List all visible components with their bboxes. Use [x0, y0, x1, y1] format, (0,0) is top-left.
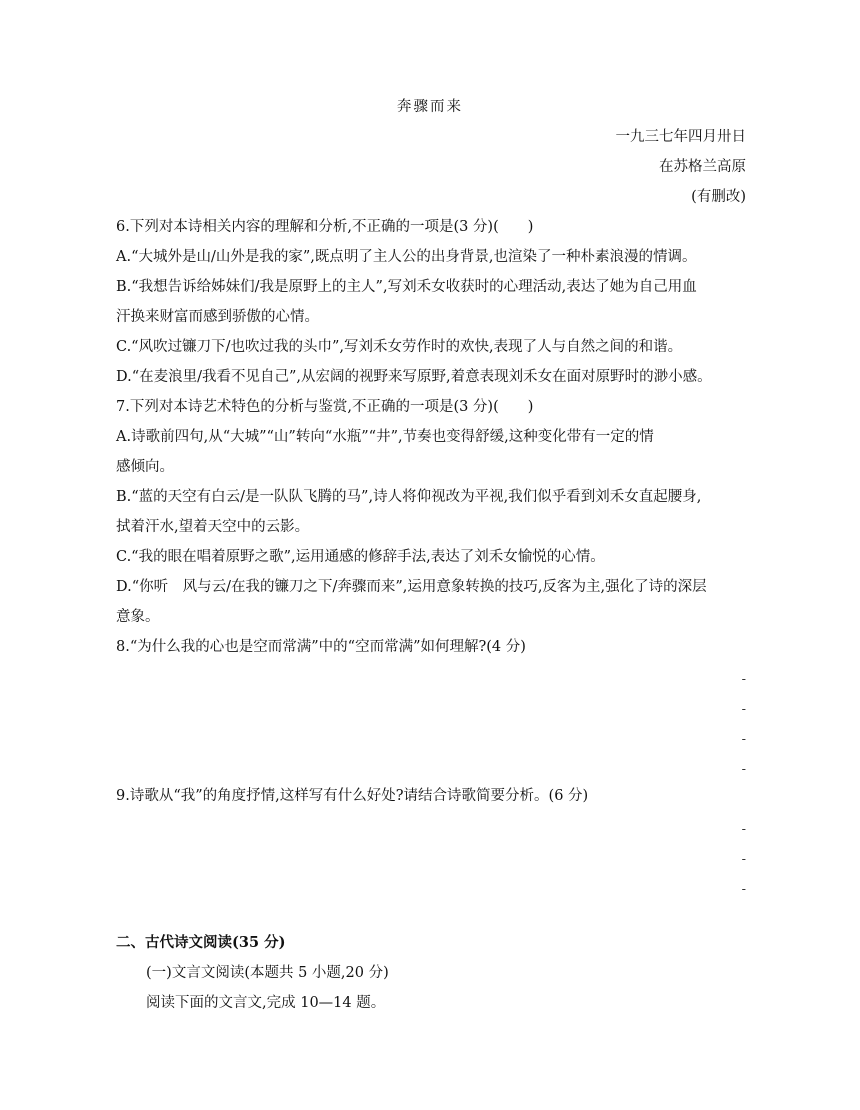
q8-answer-line: - [741, 732, 746, 747]
q8-answer-line: - [741, 702, 746, 717]
q6-option-b-line1: B.“我想告诉给姊妹们/我是原野上的主人”,写刘禾女收获时的心理活动,表达了她为自己用血 [116, 279, 697, 295]
q9-answer-line: - [741, 852, 746, 867]
q6-option-c: C.“风吹过镰刀下/也吹过我的头巾”,写刘禾女劳作时的欢快,表现了人与自然之间的和谐。 [116, 339, 683, 355]
q9-stem: 9.诗歌从“我”的角度抒情,这样写有什么好处?请结合诗歌简要分析。(6 分) [116, 788, 589, 804]
q8-stem: 8.“为什么我的心也是空而常满”中的“空而常满”如何理解?(4 分) [116, 639, 526, 655]
q7-stem: 7.下列对本诗艺术特色的分析与鉴赏,不正确的一项是(3 分)( ) [116, 399, 534, 415]
q7-option-b-line2: 拭着汗水,望着天空中的云影。 [116, 519, 310, 535]
q9-answer-line: - [741, 822, 746, 837]
q7-option-a-line1: A.诗歌前四句,从“大城”“山”转向“水瓶”“井”,节奏也变得舒缓,这种变化带有一定的情 [116, 429, 654, 445]
subsection-heading: (一)文言文阅读(本题共 5 小题,20 分) [146, 965, 389, 981]
q8-answer-line: - [741, 762, 746, 777]
poem-place: 在苏格兰高原 [659, 159, 746, 175]
q6-option-d: D.“在麦浪里/我看不见自己”,从宏阔的视野来写原野,着意表现刘禾女在面对原野时的渺小感。 [116, 369, 712, 385]
q7-option-b-line1: B.“蓝的天空有白云/是一队队飞腾的马”,诗人将仰视改为平视,我们似乎看到刘禾女直起腰身, [116, 489, 702, 505]
q7-option-d-line1: D.“你听 风与云/在我的镰刀之下/奔骤而来”,运用意象转换的技巧,反客为主,强化了诗的深层 [116, 579, 707, 595]
q7-option-d-line2: 意象。 [116, 609, 160, 625]
section-heading: 二、古代诗文阅读(35 分) [116, 934, 286, 951]
poem-date: 一九三七年四月卅日 [615, 129, 746, 145]
q6-stem: 6.下列对本诗相关内容的理解和分析,不正确的一项是(3 分)( ) [116, 219, 534, 235]
q9-answer-line: - [741, 882, 746, 897]
poem-note: (有删改) [691, 189, 746, 205]
q6-option-b-line2: 汗换来财富而感到骄傲的心情。 [116, 309, 319, 325]
q7-option-c: C.“我的眼在唱着原野之歌”,运用通感的修辞手法,表达了刘禾女愉悦的心情。 [116, 549, 605, 565]
q7-option-a-line2: 感倾向。 [116, 459, 174, 475]
section-instruction: 阅读下面的文言文,完成 10—14 题。 [146, 995, 386, 1011]
q8-answer-line: - [741, 672, 746, 687]
q6-option-a: A.“大城外是山/山外是我的家”,既点明了主人公的出身背景,也渲染了一种朴素浪漫的情调。 [116, 249, 697, 265]
poem-title: 奔骤而来 [397, 99, 463, 115]
